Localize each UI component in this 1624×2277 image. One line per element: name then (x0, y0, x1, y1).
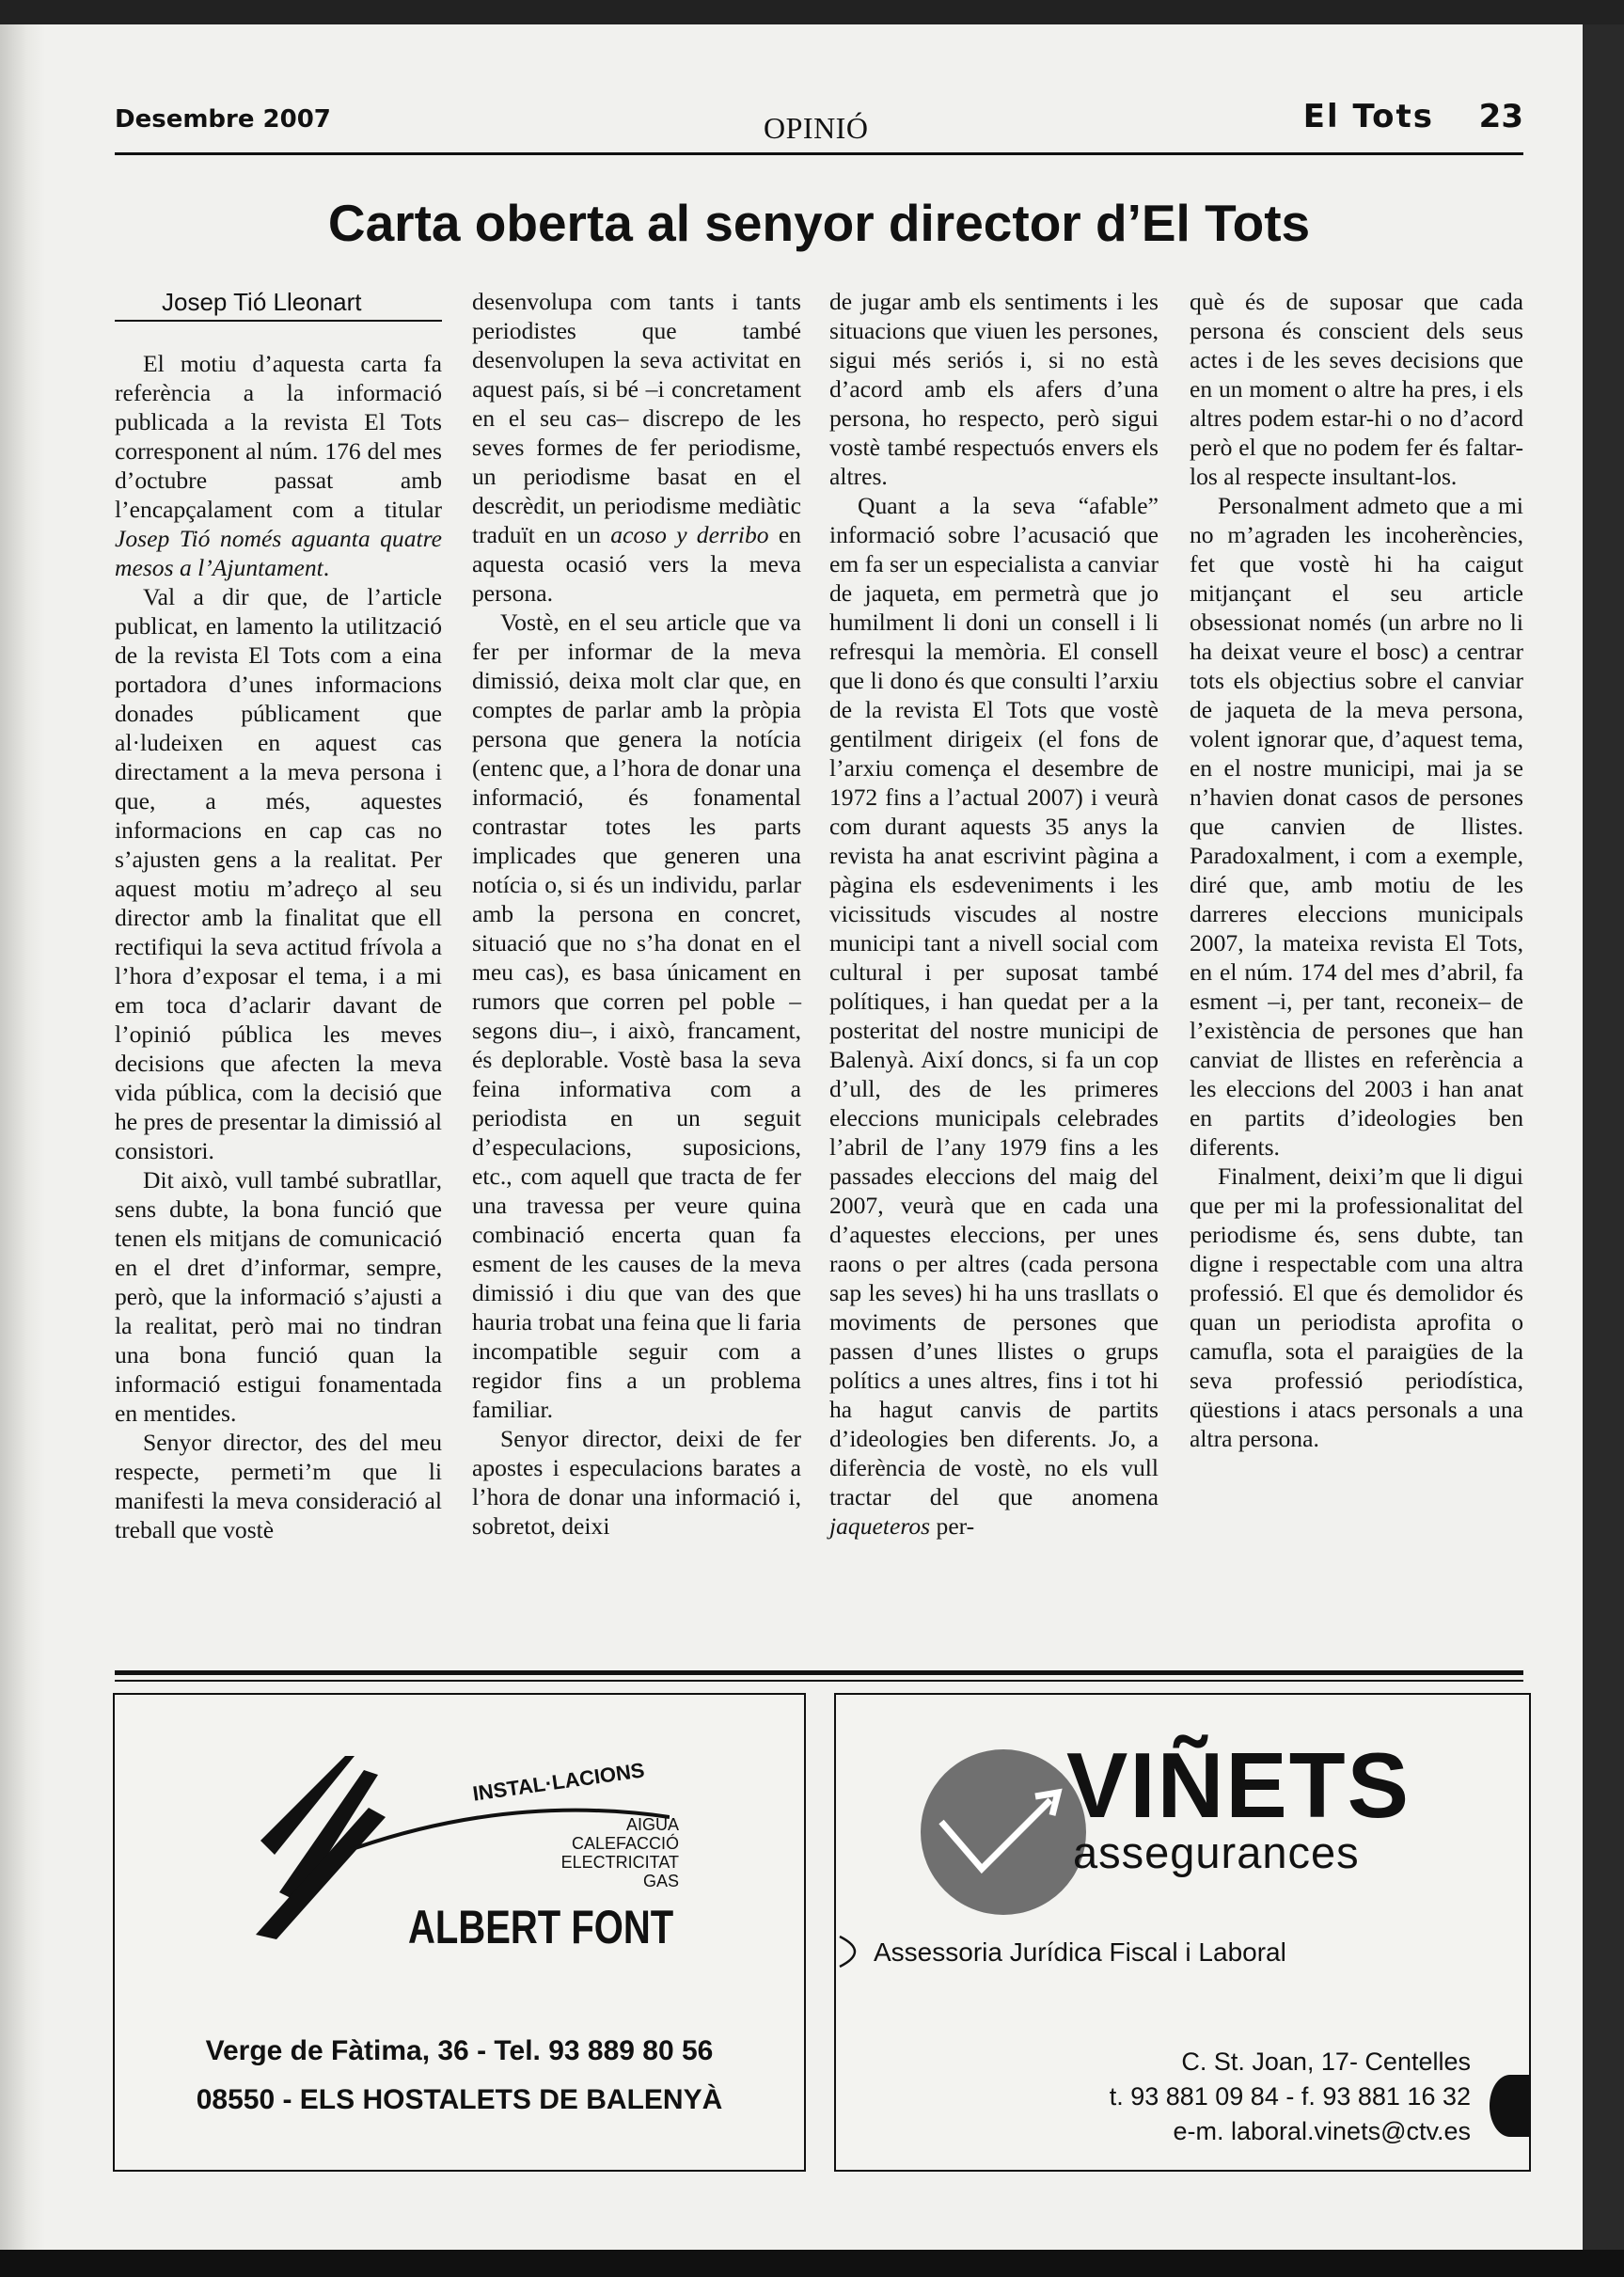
company-town: 08550 - ELS HOSTALETS DE BALENYÀ (196, 2084, 723, 2115)
advertisement-vinets (834, 1693, 1531, 2172)
scan-border-bottom (0, 2250, 1624, 2277)
contact-block (1110, 2045, 1471, 2149)
scan-border-right (1583, 24, 1624, 2250)
paragraph-text: en aquesta ocasió vers la meva persona. (472, 521, 801, 607)
brand-subtitle: assegurances (1073, 1827, 1360, 1877)
paragraph (472, 287, 801, 608)
address-line: C. St. Joan, 17- Centelles (1181, 2048, 1471, 2076)
article-column-4 (1190, 287, 1523, 1656)
scan-border-top (0, 0, 1624, 26)
paragraph-text: Quant a la seva “afable” informació sobre l’acusació que em fa ser un especialista a canviar de jaqueta, em permetrà que jo humilment li doni un consell i li refresqui la memòria. El consell que li dono és que consulti l’arxiu de la revista El Tots que vostè gentilment dirigeix (el fons de l’arxiu comença el desembre de 1972 fins a l’actual 2007) i veurà com durant aquests 35 anys la revista ha anat escrivint pàgina a pàgina els esdeveniments i les vicissituds viscudes al nostre municipi tant a nivell social com cultural i per suposat també polítiques, i han quedat per a la posteritat del nostre municipi de Balenyà. Així doncs, si fa un cop d’ull, des de les primeres eleccions municipals celebrades l’abril de l’any 1979 fins a les passades eleccions del maig del 2007, veurà que en cada una d’aquestes eleccions, per unes raons o per altres (cada persona sap les seves) hi ha uns trasllats o moviments de persones que passen d’unes llistes o grups polítics a unes altres, fins i tot hi ha hagut canvis de partits d’ideologies ben diferents. Jo, a diferència de vostè, no els vull tractar del que anomena (829, 492, 1159, 1510)
paragraph (115, 349, 442, 582)
paragraph-text: per- (936, 1512, 975, 1540)
paragraph: Vostè, en el seu article que va fer per informar de la meva dimissió, deixa molt clar que, en comptes de parlar amb la pròpia persona que genera la notícia (entenc que, a l’hora de donar una informació, és fonamental contrastar totes les parts implicades que generen una notícia o, si és un individu, parlar amb la persona en concret, situació que no s’ha donat en el meu cas), es basa únicament en rumors que corren pel poble –segons diu–, i això, francament, és deplorable. Vostè basa la seva feina informativa com a periodista en un seguit d’especulacions, suposicions, etc., com aquell que tracta de fer una travessa per veure quina combinació encerta quan fa esment de les causes de la meva dimissió i diu que van des que hauria trobat una feina que li faria incompatible seguir com a regidor fins a un problema familiar. (472, 609, 801, 1423)
page-number: 23 (1478, 98, 1523, 135)
article-title: Carta oberta al senyor director d’El Tots (327, 194, 1311, 252)
company-address: Verge de Fàtima, 36 - Tel. 93 889 80 56 (205, 2035, 714, 2066)
article-column-2 (472, 287, 801, 1656)
issue-date: Desembre 2007 (115, 105, 331, 134)
paragraph-text: El motiu d’aquesta carta fa referència a la informació publicada a la revista El Tots corresponent al núm. 176 del mes d’octubre passat amb l’encapçalament com a titular (115, 350, 442, 523)
section-name: OPINIÓ (764, 111, 869, 145)
installations-label: INSTAL·LACIONS (471, 1758, 646, 1806)
page-gutter-shadow (0, 24, 45, 2250)
article-column-1 (115, 349, 442, 1656)
service-item: ELECTRICITAT (560, 1853, 679, 1872)
check-arrow-icon (930, 1770, 1071, 1883)
paragraph: Senyor director, deixi de fer apostes i especulacions barates a l’hora de donar una informació i, sobretot, deixi (472, 1425, 801, 1540)
service-item: GAS (642, 1872, 679, 1890)
ad-separator-thick (115, 1670, 1523, 1675)
quoted-headline: Josep Tió només aguanta quatre mesos a l’Ajuntament (115, 525, 442, 581)
italic-word: jaqueteros (829, 1512, 931, 1540)
paragraph: Dit això, vull també subratllar, sens dubte, la bona funció que tenen els mitjans de comunicació en el dret d’informar, sempre, però, que la informació s’ajusti a la realitat, però mai no tindran una bona funció quan la informació estigui fonamentada en mentides. (115, 1166, 442, 1427)
email-line: e-m. laboral.vinets@ctv.es (1173, 2117, 1471, 2145)
services-list (491, 1815, 679, 1890)
service-item: CALEFACCIÓ (571, 1834, 679, 1853)
paragraph-text: . (323, 554, 330, 581)
header-rule (115, 152, 1523, 155)
company-name: ALBERT FONT (408, 1902, 674, 1953)
byline (115, 286, 442, 322)
magazine-name: El Tots (1302, 98, 1434, 135)
author-name: Josep Tió Lleonart (162, 288, 362, 316)
paragraph: Finalment, deixi’m que li digui que per mi la professionalitat del periodisme és, sens dubte, tan digne i respectable com una altra professió. El que és demolidor és quan un periodista aprofita o camufla, sota el paraigües de la seva professió periodística, qüestions i atacs personals a una altra persona. (1190, 1162, 1523, 1452)
paragraph: Val a dir que, de l’article publicat, en lamento la utilització de la revista El Tots com a eina portadora d’unes informacions donades públicament que al·ludeixen en aquest cas directament a la meva persona i que, a més, aquestes informacions en cap cas no s’ajusten gens a la realitat. Per aquest motiu m’adreço al seu director amb la finalitat que ell rectifiqui la seva actitud frívola a l’hora d’exposar el tema, i a mi em toca d’aclarir davant de l’opinió pública les meves decisions que afecten la meva vida pública, com la decisió que he pres de presentar la dimissió al consistori. (115, 583, 442, 1164)
service-item: AIGUA (625, 1815, 679, 1834)
brand-name: VIÑETS (1066, 1733, 1411, 1837)
article-column-3 (829, 287, 1159, 1656)
paragraph (829, 491, 1159, 1541)
paragraph-text: desenvolupa com tants i tants periodistes que també desenvolupen la seva activitat en aquest país, si bé –i concretament en el seu cas– discrepo de les seves formes de fer periodisme, un periodisme basat en el descrèdit, un periodisme mediàtic traduït en un (472, 288, 801, 548)
bracket-arc-icon (838, 1935, 872, 1969)
paragraph: què és de suposar que cada persona és conscient dels seus actes i de les seves decisions que en un moment o altre ha pres, i els altres podem estar-hi o no d’acord però el que no podem fer és faltar-los al respecte insultant-los. (1190, 288, 1523, 490)
paragraph: Personalment admeto que a mi no m’agraden les incoherències, fet que vostè hi ha caigut mitjançant el seu article obsessionat només (un arbre no li ha deixat veure el bosc) a centrar tots els objectius sobre el canviar de jaqueta de la meva persona, volent ignorar que, d’aquest tema, en el nostre municipi, mai ja se n’havien donat casos de persones que canvien de llistes. Paradoxalment, i com a exemple, diré que, amb motiu de les darreres eleccions municipals 2007, la mateixa revista El Tots, en el núm. 174 del mes d’abril, fa esment –i, per tant, reconeix– de l’existència de persones que han canviat de llistes en referència a les eleccions del 2003 i han anat en partits d’ideologies ben diferents. (1190, 492, 1523, 1161)
decorative-half-circle (1490, 2075, 1531, 2137)
paragraph: Senyor director, des del meu respecte, permeti’m que li manifesti la meva consideració al treball que vostè (115, 1429, 442, 1543)
ad-separator-thin (115, 1680, 1523, 1682)
phone-line: t. 93 881 09 84 - f. 93 881 16 32 (1109, 2082, 1471, 2111)
italic-phrase: acoso y derribo (610, 521, 769, 548)
advertisement-albert-font (113, 1693, 806, 2172)
paragraph: de jugar amb els sentiments i les situacions que viuen les persones, sigui més seriós i, si no està d’acord amb els afers d’una persona, ho respecto, però sigui vostè també respectuós envers els altres. (829, 288, 1159, 490)
service-tagline: Assessoria Jurídica Fiscal i Laboral (874, 1937, 1286, 1967)
page-header (115, 77, 1523, 162)
